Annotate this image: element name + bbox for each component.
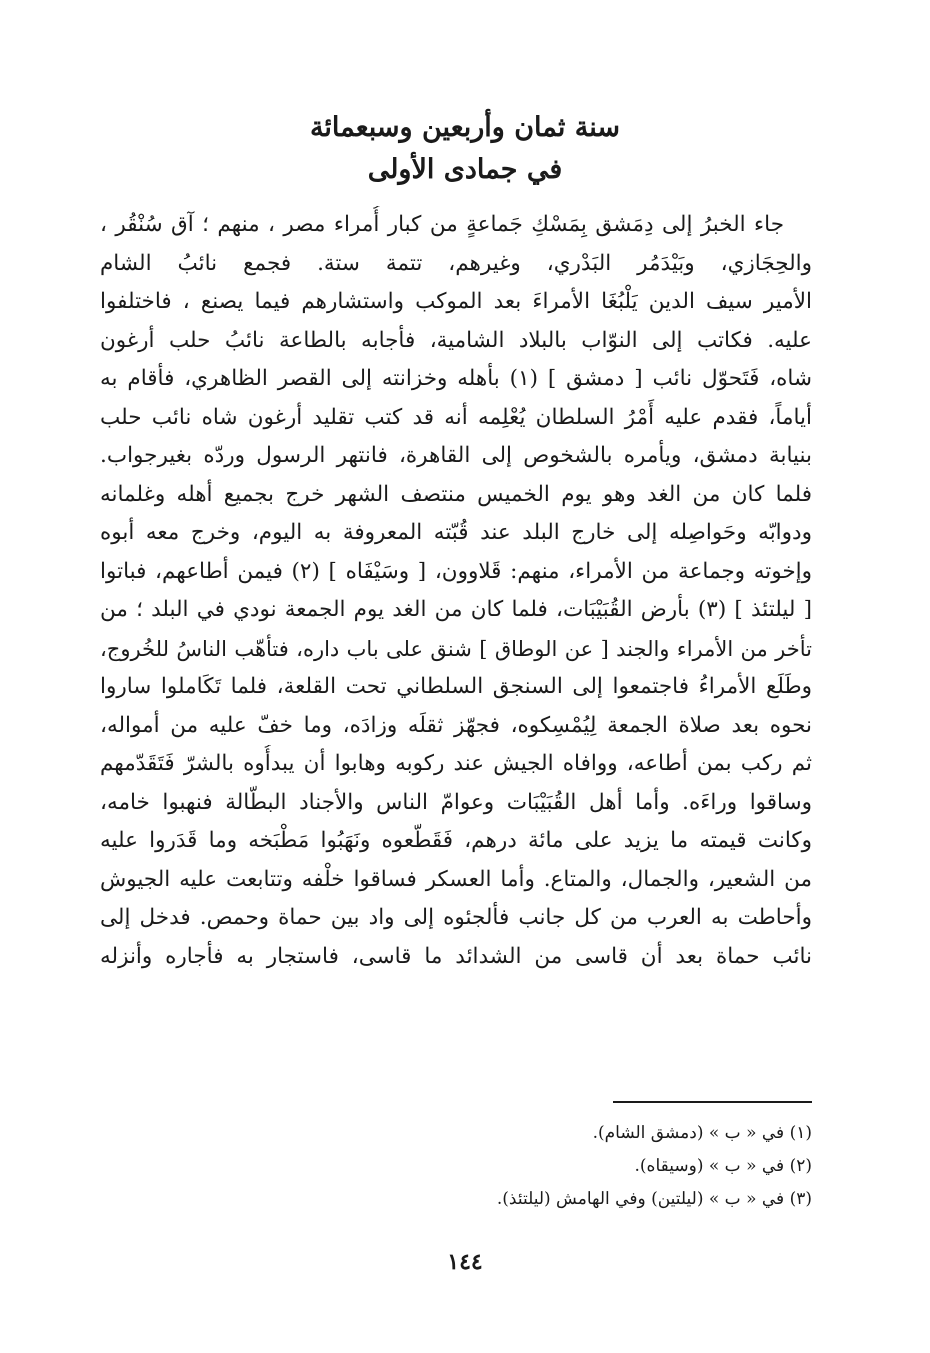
text-line: ودوابّه وحَواصِله إلى خارج البلد عند قُبّته المعروفة به اليوم، وخرج معه أبوه (100, 520, 812, 545)
text-line: وأحاطت به العرب من كل جانب فألجئوه إلى واد بين حماة وحمص. فدخل إلى (100, 905, 812, 930)
main-text (100, 206, 812, 976)
text-line: وإخوته وجماعة من الأمراء، منهم: قَلاوون، [ وسَيْفَاه ] (٢) فيمن أطاعهم، فباتوا (100, 558, 812, 584)
text-line: بنيابة دمشق، ويأمره بالشخوص إلى القاهرة، فانتهر الرسول وردّه بغيرجواب. (100, 443, 812, 468)
text-line: تأخر من الأمراء والجند [ عن الوطاق ] شنق على باب داره، فتأهّب الناسُ للخُروج، (100, 636, 812, 661)
text-line: وساقوا وراءَه. وأما أهل القُبَيْبَات وعوامّ الناس والأجناد البطّالة فنهبوا خامه، (100, 789, 812, 815)
page-number: ١٤٤ (447, 1249, 483, 1275)
text-line: نحوه بعد صلاة الجمعة لِيُمْسِكوه، فجهّز ثقلَه وزادَه، وما خفّ عليه من أمواله، (100, 712, 812, 738)
text-line: أياماً، فقدم عليه أَمْرُ السلطان يُعْلِمه أنه قد كتب تقليد أرغون شاه نائب حلب (100, 404, 812, 430)
text-line: من الشعير، والجمال، والمتاع. وأما العسكر فساقوا خلْفه وتتابعت عليه الجيوش (100, 866, 812, 892)
text-line: [ ليلتئذ ] (٣) بأرض القُبَيْبَات، فلما كان من الغد يوم الجمعة نودي في البلد ؛ من (100, 597, 812, 622)
text-line: وطَلَع الأمراءُ فاجتمعوا إلى السنجق السلطاني تحت القلعة، فلما تَكَاملوا ساروا (100, 674, 812, 699)
text-line: والحِجَازي، وبَيْدَمُر البَدْري، وغيرهم، تتمة ستة. فجمع نائبُ الشام (100, 250, 812, 276)
text-line: ثم ركب بمن أطاعه، ووافاه الجيش عند ركوبه وهابوا أن يبدأُوه بالشرّ فَتَقَدّمهم (100, 751, 812, 776)
text-line: عليه. فكاتب إلى النوّاب بالبلاد الشامية، فأجابه بالطاعة نائبُ حلب أرغون (100, 327, 812, 353)
footnote-3: (٣) في « ب » (ليلتين) وفي الهامش (ليلتئذ). (496, 1189, 812, 1209)
footnote-1: (١) في « ب » (دمشق الشام). (592, 1123, 812, 1143)
page-title-month: في جمادى الأولى (367, 154, 563, 185)
text-line: جاء الخبرُ إلى دِمَشق بِمَسْكِ جَماعةٍ من كبار أُمراء مصر ، منهم ؛ آق سُنْقُر ، (100, 212, 784, 237)
text-line: شاه، فَتَحوّل نائب [ دمشق ] (١) بأهله وخزانته إلى القصر الظاهري، فأقام به (100, 366, 812, 391)
text-line: وكانت قيمته ما يزيد على مائة درهم، فَقَطّعوه ونَهَبُوا مَطْبَخه وما قَدَروا عليه (100, 828, 812, 853)
text-line: فلما كان من الغد وهو يوم الخميس منتصف الشهر خرج بجميع أهله وغلمانه (100, 481, 812, 507)
text-line: نائب حماة بعد أن قاسى من الشدائد ما قاسى، فاستجار به فأجاره وأنزله (100, 943, 812, 969)
footnote-2: (٢) في « ب » (وسيقاه). (634, 1156, 812, 1176)
text-line: الأمير سيف الدين يَلْبُغَا الأمراءَ بعد الموكب واستشارهم فيما يصنع ، فاختلفوا (100, 289, 812, 314)
page-title-year: سنة ثمان وأربعين وسبعمائة (309, 112, 621, 143)
footnotes (300, 1117, 812, 1216)
footnote-divider (613, 1101, 812, 1103)
